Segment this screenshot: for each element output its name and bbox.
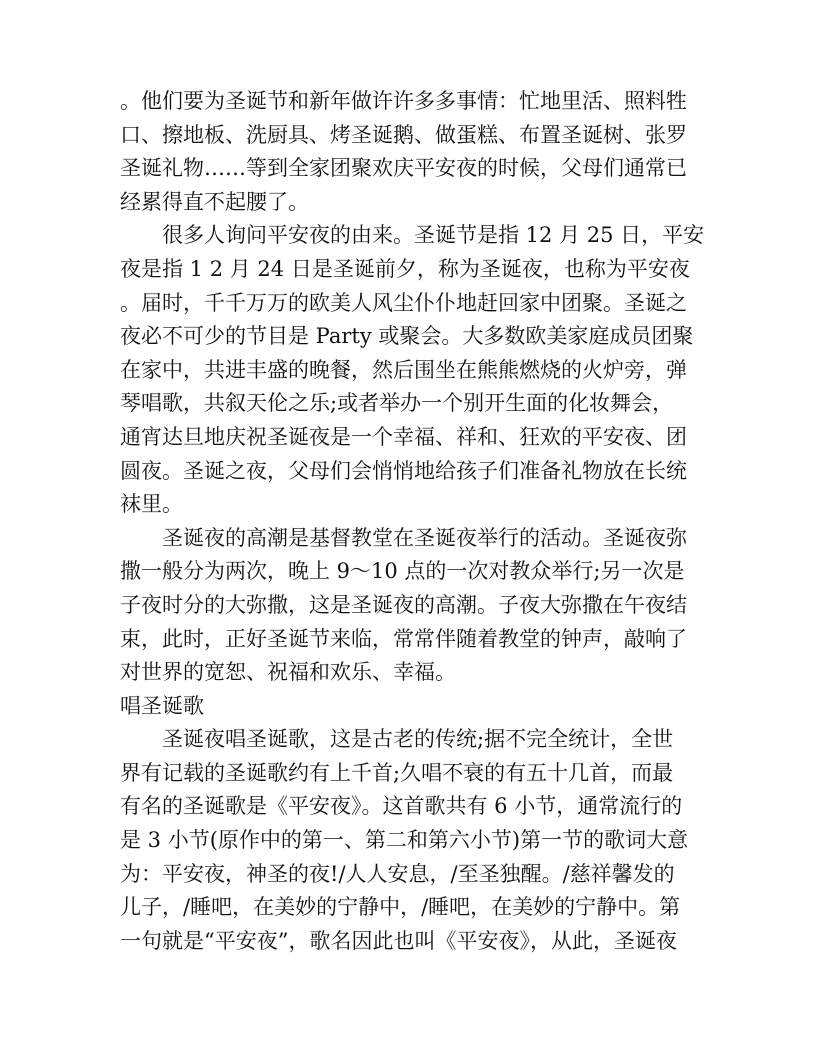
text-line: 为：平安夜，神圣的夜!/人人安息，/至圣独醒。/慈祥馨发的 [120, 861, 675, 886]
text-line: 经累得直不起腰了。 [120, 189, 309, 214]
text-line: 口、擦地板、洗厨具、烤圣诞鹅、做蛋糕、布置圣诞树、张罗 [120, 122, 687, 147]
text-line: 夜是指 1 2 月 24 日是圣诞前夕，称为圣诞夜，也称为平安夜 [120, 256, 690, 281]
text-line: 袜里。 [120, 492, 183, 517]
text-line: 琴唱歌，共叙天伦之乐;或者举办一个别开生面的化妆舞会， [120, 391, 674, 416]
text-line: 束，此时，正好圣诞节来临，常常伴随着教堂的钟声，敲响了 [120, 626, 687, 651]
text-line: 界有记载的圣诞歌约有上千首;久唱不衰的有五十几首，而最 [120, 760, 674, 785]
paragraph-first-line: 圣诞夜唱圣诞歌，这是古老的传统;据不完全统计，全世 [162, 727, 674, 752]
text-line: 圆夜。圣诞之夜，父母们会悄悄地给孩子们准备礼物放在长统 [120, 458, 687, 483]
body-text [120, 85, 710, 958]
text-line: 通宵达旦地庆祝圣诞夜是一个幸福、祥和、狂欢的平安夜、团 [120, 424, 687, 449]
text-line: 儿子，/睡吧，在美妙的宁静中，/睡吧，在美妙的宁静中。第 [120, 895, 681, 920]
text-line: 是 3 小节(原作中的第一、第二和第六小节)第一节的歌词大意 [120, 828, 689, 853]
text-line: 在家中，共进丰盛的晚餐，然后围坐在熊熊燃烧的火炉旁，弹 [120, 357, 687, 382]
section-heading: 唱圣诞歌 [120, 693, 204, 718]
text-line: 。届时，千千万万的欧美人风尘仆仆地赶回家中团聚。圣诞之 [120, 290, 687, 315]
text-line: 撒一般分为两次，晚上 9～10 点的一次对教众举行;另一次是 [120, 559, 685, 584]
text-line: 夜必不可少的节目是 Party 或聚会。大多数欧美家庭成员团聚 [120, 324, 694, 349]
paragraph-first-line: 很多人询问平安夜的由来。圣诞节是指 12 月 25 日，平安 [162, 223, 705, 248]
text-line: 对世界的宽恕、祝福和欢乐、幸福。 [120, 660, 456, 685]
text-line: 一句就是“平安夜”，歌名因此也叫《平安夜》，从此，圣诞夜 [120, 928, 677, 953]
text-line: 有名的圣诞歌是《平安夜》。这首歌共有 6 小节，通常流行的 [120, 794, 683, 819]
paragraph-first-line: 圣诞夜的高潮是基督教堂在圣诞夜举行的活动。圣诞夜弥 [162, 525, 687, 550]
text-line: 圣诞礼物……等到全家团聚欢庆平安夜的时候，父母们通常已 [120, 156, 687, 181]
text-line: 。他们要为圣诞节和新年做许许多多事情：忙地里活、照料牲 [120, 89, 687, 113]
text-line: 子夜时分的大弥撒，这是圣诞夜的高潮。子夜大弥撒在午夜结 [120, 592, 687, 617]
